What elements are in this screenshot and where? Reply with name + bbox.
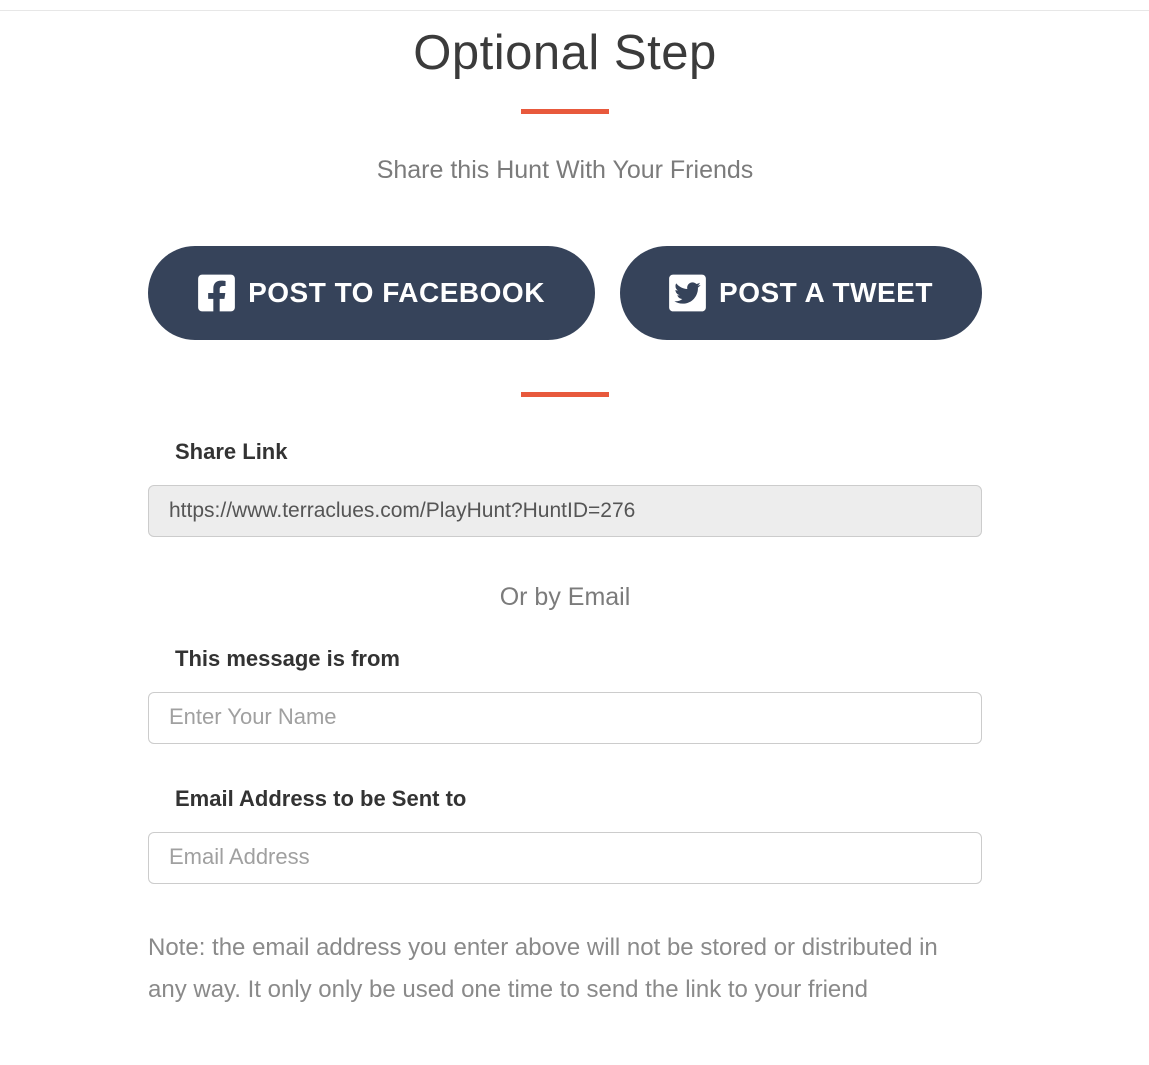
or-by-email-heading: Or by Email (499, 583, 631, 611)
from-name-input[interactable] (148, 692, 982, 744)
from-name-label: This message is from (175, 646, 400, 671)
share-buttons-row (148, 246, 982, 340)
page-subtitle: Share this Hunt With Your Friends (376, 156, 754, 184)
accent-divider-bottom (521, 392, 609, 397)
accent-divider-top (521, 109, 609, 114)
top-divider (0, 10, 1149, 11)
page-title: Optional Step (413, 26, 717, 80)
post-to-facebook-button[interactable] (148, 246, 595, 340)
facebook-icon (198, 272, 235, 314)
twitter-button-label: POST A TWEET (719, 277, 933, 308)
share-link-label: Share Link (175, 439, 288, 464)
post-a-tweet-button[interactable] (620, 246, 982, 340)
optional-step-panel (148, 25, 982, 1011)
privacy-note: Note: the email address you enter above will not be stored or distributed in any way. It only only be used one time to send the link to your friend (148, 934, 938, 1003)
twitter-icon (669, 272, 706, 314)
to-email-label: Email Address to be Sent to (175, 786, 467, 811)
facebook-button-label: POST TO FACEBOOK (248, 277, 545, 308)
to-email-input[interactable] (148, 832, 982, 884)
share-link-input[interactable] (148, 485, 982, 537)
